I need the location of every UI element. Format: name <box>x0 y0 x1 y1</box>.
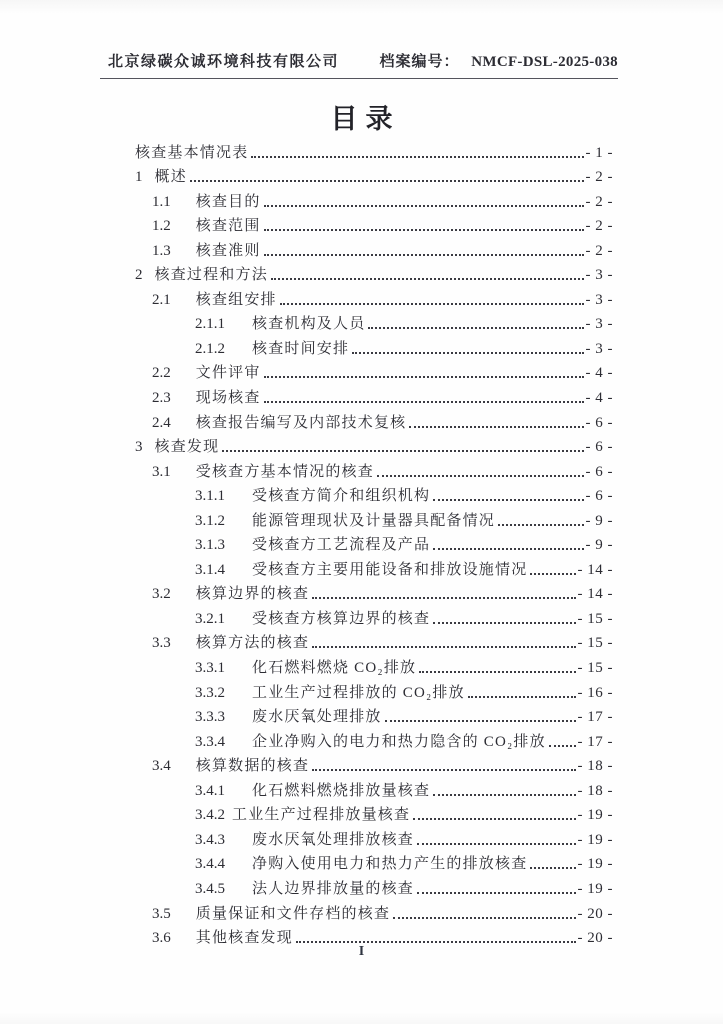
toc-entry <box>135 603 613 628</box>
toc-entry <box>135 873 613 898</box>
toc-entry-number: 3.4.4 <box>195 856 225 873</box>
archive-number-value: NMCF-DSL-2025-038 <box>471 54 618 70</box>
toc-entry-label: 核查机构及人员 <box>252 316 366 333</box>
toc-leader-dots <box>530 573 575 575</box>
toc-entry-label: 受核查方工艺流程及产品 <box>252 537 431 554</box>
toc-entry-label: 核查基本情况表 <box>135 144 249 161</box>
archive-number-group <box>379 50 618 71</box>
toc-entry <box>135 849 613 874</box>
toc-entry <box>135 481 613 506</box>
toc-entry-page: - 20 - <box>577 905 613 922</box>
toc-entry <box>135 554 613 579</box>
toc-entry-label: 净购入使用电力和热力产生的排放核查 <box>252 856 528 873</box>
toc-entry-page: - 19 - <box>577 856 613 873</box>
toc-entry-label: 核查发现 <box>154 439 220 456</box>
toc-entry-number: 3.1.2 <box>195 512 225 529</box>
toc-entry-label: 文件评审 <box>195 365 261 382</box>
toc-leader-dots <box>312 597 575 599</box>
toc-entry-page: - 2 - <box>585 218 613 235</box>
toc-entry-page: - 2 - <box>585 169 613 186</box>
toc-leader-dots <box>530 867 575 869</box>
toc-entry <box>135 652 613 677</box>
toc-entry <box>135 898 613 923</box>
toc-entry <box>135 702 613 727</box>
toc-entry-label: 现场核查 <box>195 390 261 407</box>
toc-entry-label: 化石燃料燃烧排放量核查 <box>252 782 431 799</box>
toc-leader-dots <box>377 475 584 477</box>
toc-entry-number: 3.3.4 <box>195 733 225 750</box>
toc-leader-dots <box>393 917 575 919</box>
toc-entry-number: 3.4.2 <box>195 807 225 824</box>
toc-leader-dots <box>312 769 575 771</box>
toc-entry-number: 1 <box>135 169 143 186</box>
toc-entry-page: - 14 - <box>577 586 613 603</box>
toc-entry-page: - 3 - <box>585 291 613 308</box>
toc-entry <box>135 137 613 162</box>
toc-leader-dots <box>498 524 583 526</box>
toc-entry <box>135 726 613 751</box>
toc-entry-label: 工业生产过程排放的 CO₂排放 <box>252 684 465 701</box>
toc-entry-number: 2.4 <box>152 414 171 431</box>
toc-entry-page: - 15 - <box>577 660 613 677</box>
toc-entry <box>135 186 613 211</box>
toc-entry-label: 核查目的 <box>195 193 261 210</box>
toc-entry <box>135 775 613 800</box>
archive-number-label: 档案编号： <box>379 54 460 70</box>
toc-entry-label: 核算数据的核查 <box>195 758 310 775</box>
toc-entry <box>135 530 613 555</box>
toc-entry-page: - 1 - <box>585 144 613 161</box>
toc-entry-number: 3.2.1 <box>195 610 225 627</box>
toc-leader-dots <box>264 401 584 403</box>
toc-entry-page: - 19 - <box>577 831 613 848</box>
toc-entry-label: 核查过程和方法 <box>154 267 268 284</box>
toc-entry-page: - 19 - <box>577 807 613 824</box>
toc-entry <box>135 824 613 849</box>
toc-entry <box>135 309 613 334</box>
toc-leader-dots <box>468 696 576 698</box>
toc-entry-number: 2.2 <box>152 365 171 382</box>
toc-entry <box>135 677 613 702</box>
toc-entry <box>135 800 613 825</box>
toc-entry <box>135 407 613 432</box>
toc-entry-page: - 17 - <box>577 709 613 726</box>
toc-leader-dots <box>413 818 575 820</box>
toc-leader-dots <box>549 745 576 747</box>
toc-entry-number: 3.4.5 <box>195 880 225 897</box>
toc-entry-label: 能源管理现状及计量器具配备情况 <box>252 512 496 529</box>
toc-leader-dots <box>433 499 583 501</box>
toc-entry <box>135 162 613 187</box>
toc-entry-label: 受核查方主要用能设备和排放设施情况 <box>252 561 528 578</box>
toc-entry-number: 3.1.4 <box>195 561 225 578</box>
toc-entry-label: 质量保证和文件存档的核查 <box>195 905 391 922</box>
toc-entry-page: - 9 - <box>585 512 613 529</box>
toc-entry-page: - 6 - <box>585 414 613 431</box>
toc-entry-label: 受核查方简介和组织机构 <box>252 488 431 505</box>
toc-entry <box>135 579 613 604</box>
toc-entry-number: 3.1.3 <box>195 537 225 554</box>
toc-entry-number: 3.4 <box>152 758 171 775</box>
toc-entry-page: - 18 - <box>577 758 613 775</box>
toc-entry <box>135 432 613 457</box>
toc-entry-number: 2.3 <box>152 390 171 407</box>
toc-entry-page: - 14 - <box>577 561 613 578</box>
toc-entry-number: 3.3 <box>152 635 171 652</box>
toc-entry-page: - 20 - <box>577 930 613 947</box>
toc-entry <box>135 260 613 285</box>
toc-leader-dots <box>433 622 575 624</box>
toc-entry-label: 概述 <box>154 169 187 186</box>
company-name: 北京绿碳众诚环境科技有限公司 <box>108 54 340 70</box>
toc-entry-label: 核查准则 <box>195 242 261 259</box>
toc-entry-page: - 15 - <box>577 610 613 627</box>
toc-entry-number: 2.1.1 <box>195 316 225 333</box>
toc-leader-dots <box>190 180 584 182</box>
toc-entry-page: - 2 - <box>585 242 613 259</box>
toc-entry-label: 核算方法的核查 <box>195 635 310 652</box>
toc-entry-page: - 3 - <box>585 316 613 333</box>
toc-entry <box>135 211 613 236</box>
toc-leader-dots <box>264 205 584 207</box>
toc-entry-label: 其他核查发现 <box>195 930 293 947</box>
toc-entry-page: - 9 - <box>585 537 613 554</box>
toc-leader-dots <box>433 794 575 796</box>
toc-entry <box>135 751 613 776</box>
toc-entry-number: 3.6 <box>152 930 171 947</box>
toc-entry-page: - 18 - <box>577 782 613 799</box>
toc-entry-page: - 16 - <box>577 684 613 701</box>
toc-leader-dots <box>433 548 583 550</box>
toc-entry-label: 企业净购入的电力和热力隐含的 CO₂排放 <box>252 733 546 750</box>
toc-entry-number: 3.4.1 <box>195 782 225 799</box>
toc-entry-number: 2 <box>135 267 143 284</box>
toc-leader-dots <box>264 229 584 231</box>
page-footer-number: I <box>358 944 365 959</box>
toc-entry-page: - 3 - <box>585 340 613 357</box>
toc-entry <box>135 358 613 383</box>
page-header <box>100 50 618 79</box>
toc-entry-number: 3.5 <box>152 905 171 922</box>
toc-entry <box>135 456 613 481</box>
toc-entry-number: 2.1.2 <box>195 340 225 357</box>
toc-entry-page: - 6 - <box>585 439 613 456</box>
toc-entry-number: 3.2 <box>152 586 171 603</box>
toc-leader-dots <box>264 254 584 256</box>
toc-entry-label: 法人边界排放量的核查 <box>252 880 415 897</box>
toc-entry-label: 受核查方核算边界的核查 <box>252 610 431 627</box>
toc-leader-dots <box>280 303 584 305</box>
toc-entry-number: 3.1 <box>152 463 171 480</box>
toc-leader-dots <box>352 352 583 354</box>
toc-entry-number: 3.1.1 <box>195 488 225 505</box>
toc-entry-number: 1.3 <box>152 242 171 259</box>
toc-entry-page: - 6 - <box>585 463 613 480</box>
toc-entry-label: 核查范围 <box>195 218 261 235</box>
toc-leader-dots <box>419 671 575 673</box>
toc-leader-dots <box>251 156 583 158</box>
toc-entry-number: 1.2 <box>152 218 171 235</box>
toc-entry-label: 废水厌氧处理排放 <box>252 709 382 726</box>
toc-leader-dots <box>264 376 584 378</box>
toc-entry-label: 受核查方基本情况的核查 <box>195 463 374 480</box>
toc-entry-label: 核算边界的核查 <box>195 586 310 603</box>
toc-leader-dots <box>409 426 583 428</box>
toc-entry-page: - 4 - <box>585 390 613 407</box>
toc-entry-page: - 17 - <box>577 733 613 750</box>
toc-entry-page: - 4 - <box>585 365 613 382</box>
toc-entry <box>135 382 613 407</box>
toc-leader-dots <box>312 646 575 648</box>
toc-entry-number: 3.3.2 <box>195 684 225 701</box>
toc-leader-dots <box>417 843 575 845</box>
toc-leader-dots <box>368 327 583 329</box>
toc-entry-page: - 6 - <box>585 488 613 505</box>
toc-entry <box>135 505 613 530</box>
toc-entry-page: - 2 - <box>585 193 613 210</box>
toc-entry <box>135 628 613 653</box>
toc-entry-number: 2.1 <box>152 291 171 308</box>
toc-entry <box>135 333 613 358</box>
toc-entry-number: 3 <box>135 439 143 456</box>
toc-leader-dots <box>271 278 584 280</box>
toc-entry <box>135 235 613 260</box>
toc-entry-number: 3.4.3 <box>195 831 225 848</box>
toc-entry-page: - 3 - <box>585 267 613 284</box>
toc-entry-label: 核查报告编写及内部技术复核 <box>195 414 407 431</box>
toc-entry-number: 3.3.3 <box>195 709 225 726</box>
toc-entry-label: 工业生产过程排放量核查 <box>232 807 411 824</box>
toc-entry-label: 废水厌氧处理排放核查 <box>252 831 415 848</box>
toc-leader-dots <box>417 892 575 894</box>
toc-entry <box>135 284 613 309</box>
toc-leader-dots <box>296 941 576 943</box>
toc-entry-label: 化石燃料燃烧 CO₂排放 <box>252 660 417 677</box>
toc-leader-dots <box>385 720 576 722</box>
toc-entry-label: 核查组安排 <box>195 291 277 308</box>
toc-entry-label: 核查时间安排 <box>252 340 350 357</box>
toc-list <box>135 137 613 947</box>
toc-leader-dots <box>222 450 583 452</box>
toc-entry-number: 1.1 <box>152 193 171 210</box>
toc-entry-number: 3.3.1 <box>195 660 225 677</box>
toc-entry-page: - 19 - <box>577 880 613 897</box>
page-title: 目录 <box>330 104 401 134</box>
toc-entry-page: - 15 - <box>577 635 613 652</box>
